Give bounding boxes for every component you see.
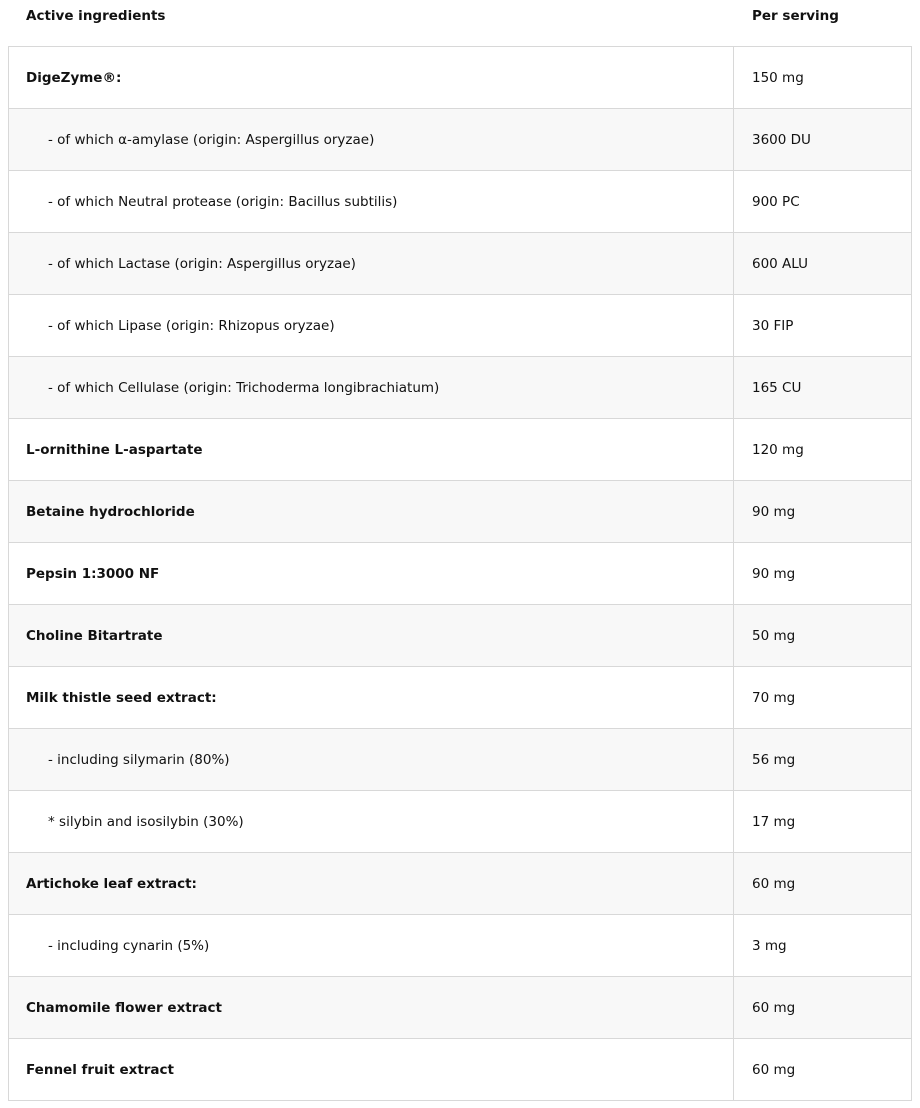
ingredient-name: - of which Lactase (origin: Aspergillus oryzae) <box>9 233 734 294</box>
ingredient-name: Fennel fruit extract <box>9 1039 734 1100</box>
header-active-ingredients: Active ingredients <box>26 8 166 24</box>
ingredient-amount: 56 mg <box>752 751 796 768</box>
ingredient-name: Artichoke leaf extract: <box>9 853 734 914</box>
ingredient-amount: 3600 DU <box>752 131 811 148</box>
ingredient-name: - of which α-amylase (origin: Aspergillus oryzae) <box>9 109 734 170</box>
ingredient-amount: 90 mg <box>752 503 796 520</box>
ingredients-table <box>8 0 912 1101</box>
ingredient-amount: 50 mg <box>752 627 796 644</box>
ingredient-name: Betaine hydrochloride <box>9 481 734 542</box>
table-row <box>8 171 912 233</box>
table-header <box>8 0 912 47</box>
ingredient-amount: 165 CU <box>752 379 802 396</box>
ingredient-name: DigeZyme®: <box>9 47 734 108</box>
ingredient-amount: 60 mg <box>752 999 796 1016</box>
ingredient-name: L-ornithine L-aspartate <box>9 419 734 480</box>
table-row <box>8 791 912 853</box>
ingredient-amount: 17 mg <box>752 813 796 830</box>
ingredient-amount: 3 mg <box>752 937 787 954</box>
ingredient-amount: 30 FIP <box>752 317 794 334</box>
ingredient-name: - including silymarin (80%) <box>9 729 734 790</box>
ingredient-name: Pepsin 1:3000 NF <box>9 543 734 604</box>
table-row <box>8 481 912 543</box>
ingredient-name: Chamomile flower extract <box>9 977 734 1038</box>
ingredient-name: - including cynarin (5%) <box>9 915 734 976</box>
ingredient-name: - of which Neutral protease (origin: Bacillus subtilis) <box>9 171 734 232</box>
ingredient-amount: 60 mg <box>752 875 796 892</box>
ingredient-name: * silybin and isosilybin (30%) <box>9 791 734 852</box>
ingredient-amount: 90 mg <box>752 565 796 582</box>
table-row <box>8 605 912 667</box>
ingredient-amount: 150 mg <box>752 69 804 86</box>
table-row <box>8 853 912 915</box>
table-body <box>8 47 912 1101</box>
ingredient-amount: 70 mg <box>752 689 796 706</box>
table-row <box>8 109 912 171</box>
ingredient-amount: 120 mg <box>752 441 804 458</box>
ingredient-name: Choline Bitartrate <box>9 605 734 666</box>
table-row <box>8 1039 912 1101</box>
table-row <box>8 233 912 295</box>
table-row <box>8 357 912 419</box>
table-row <box>8 729 912 791</box>
table-row <box>8 667 912 729</box>
table-row <box>8 419 912 481</box>
ingredient-name: Milk thistle seed extract: <box>9 667 734 728</box>
table-row <box>8 543 912 605</box>
ingredient-amount: 60 mg <box>752 1061 796 1078</box>
table-row <box>8 47 912 109</box>
header-per-serving: Per serving <box>752 8 839 24</box>
table-row <box>8 295 912 357</box>
table-row <box>8 977 912 1039</box>
ingredient-name: - of which Lipase (origin: Rhizopus oryzae) <box>9 295 734 356</box>
ingredient-amount: 600 ALU <box>752 255 809 272</box>
ingredient-name: - of which Cellulase (origin: Trichoderma longibrachiatum) <box>9 357 734 418</box>
table-row <box>8 915 912 977</box>
ingredient-amount: 900 PC <box>752 193 800 210</box>
